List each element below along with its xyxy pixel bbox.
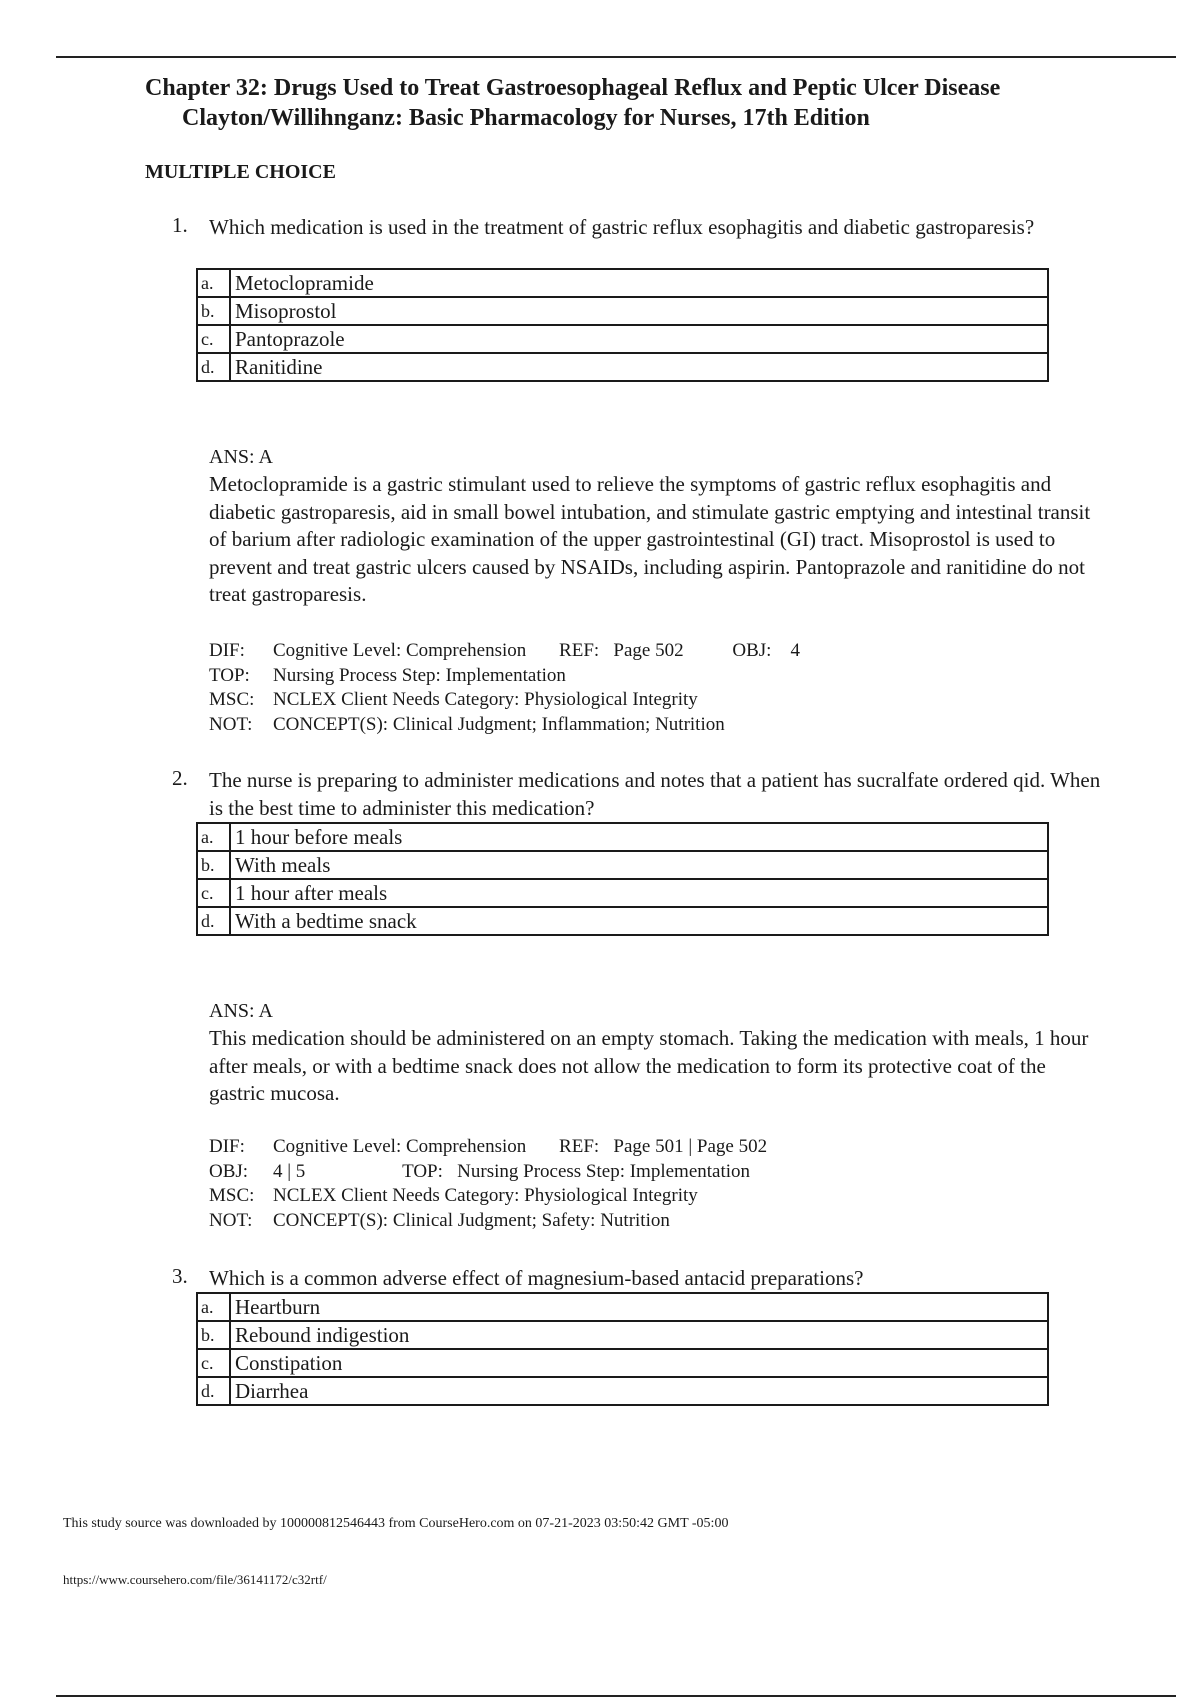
- choices-table: [196, 1292, 1049, 1406]
- choice-letter: d.: [197, 907, 230, 935]
- choice-text: Heartburn: [230, 1293, 1048, 1321]
- question-text: Which medication is used in the treatment of gastric reflux esophagitis and diabetic gastroparesis?: [209, 215, 1035, 239]
- dif-label: DIF:: [209, 1136, 245, 1157]
- not-value: CONCEPT(S): Clinical Judgment; Safety: Nutrition: [273, 1209, 670, 1231]
- choice-letter: a.: [197, 269, 230, 297]
- choice-text: Diarrhea: [230, 1377, 1048, 1405]
- download-note: This study source was downloaded by 100000812546443 from CourseHero.com on 07-21-2023 03:50:42 GMT -05:00: [63, 1516, 729, 1531]
- question-text: The nurse is preparing to administer medications and notes that a patient has sucralfate ordered qid. When is the best time to administer this medication?: [209, 768, 1101, 820]
- rationale: This medication should be administered on an empty stomach. Taking the medication with meals, 1 hour after meals, or with a bedtime snack does not allow the medication to form its protective coat of the gastric mucosa.: [209, 1026, 1089, 1105]
- not-label: NOT:: [209, 1209, 253, 1231]
- top-label: TOP:: [209, 664, 250, 686]
- choice-text: 1 hour before meals: [230, 823, 1048, 851]
- top-label: TOP:: [402, 1160, 443, 1182]
- question-metadata: [209, 1135, 767, 1233]
- obj-label: OBJ:: [732, 640, 772, 661]
- choice-text: Misoprostol: [230, 297, 1048, 325]
- msc-value: NCLEX Client Needs Category: Physiological Integrity: [273, 1185, 698, 1206]
- choice-letter: b.: [197, 297, 230, 325]
- ref-value: Page 501 | Page 502: [613, 1136, 768, 1157]
- not-label: NOT:: [209, 713, 253, 735]
- choice-letter: c.: [197, 1349, 230, 1377]
- ref-label: REF:: [559, 1136, 600, 1157]
- choice-row[interactable]: [197, 269, 1048, 297]
- choice-letter: b.: [197, 851, 230, 879]
- obj-value: 4: [790, 640, 800, 661]
- choice-letter: c.: [197, 325, 230, 353]
- msc-value: NCLEX Client Needs Category: Physiological Integrity: [273, 689, 698, 710]
- choice-text: Constipation: [230, 1349, 1048, 1377]
- meta-line-4: [209, 1209, 767, 1234]
- top-value: Nursing Process Step: Implementation: [273, 664, 566, 686]
- choice-text: 1 hour after meals: [230, 879, 1048, 907]
- meta-line-3: [209, 1184, 767, 1209]
- choice-text: With meals: [230, 851, 1048, 879]
- msc-label: MSC:: [209, 689, 255, 710]
- top-rule: [56, 56, 1176, 58]
- choice-text: Metoclopramide: [230, 269, 1048, 297]
- choice-row[interactable]: [197, 325, 1048, 353]
- question-number: 2.: [172, 766, 188, 790]
- choice-letter: b.: [197, 1321, 230, 1349]
- choice-row[interactable]: [197, 1377, 1048, 1405]
- dif-label: DIF:: [209, 640, 245, 661]
- meta-line-4: [209, 713, 800, 738]
- choice-row[interactable]: [197, 353, 1048, 381]
- choice-letter: d.: [197, 353, 230, 381]
- meta-line-2: [209, 664, 800, 689]
- choices-table: [196, 822, 1049, 936]
- choice-text: Ranitidine: [230, 353, 1048, 381]
- question-number: 1.: [172, 213, 188, 237]
- choices-table: [196, 268, 1049, 382]
- choice-letter: c.: [197, 879, 230, 907]
- choice-letter: a.: [197, 1293, 230, 1321]
- top-value: Nursing Process Step: Implementation: [457, 1160, 751, 1182]
- obj-value: 4 | 5: [273, 1160, 306, 1182]
- choice-text: Pantoprazole: [230, 325, 1048, 353]
- bottom-rule: [56, 1695, 1176, 1697]
- ref-value: Page 502: [613, 640, 684, 661]
- section-title: MULTIPLE CHOICE: [145, 161, 336, 183]
- question-metadata: [209, 639, 800, 737]
- choice-text: Rebound indigestion: [230, 1321, 1048, 1349]
- meta-line-2: [209, 1160, 767, 1185]
- answer-key: ANS: A: [209, 1000, 273, 1022]
- source-url[interactable]: https://www.coursehero.com/file/36141172/c32rtf/: [63, 1572, 327, 1587]
- choice-letter: d.: [197, 1377, 230, 1405]
- chapter-title: Chapter 32: Drugs Used to Treat Gastroesophageal Reflux and Peptic Ulcer Disease: [145, 75, 1001, 101]
- msc-label: MSC:: [209, 1185, 255, 1206]
- rationale: Metoclopramide is a gastric stimulant used to relieve the symptoms of gastric reflux esophagitis and diabetic gastroparesis, aid in small bowel intubation, and stimulate gastric emptying and intestinal transit of barium after radiologic examination of the upper gastrointestinal (GI) tract. Misoprostol is used to prevent and treat gastric ulcers caused by NSAIDs, including aspirin. Pantoprazole and ranitidine do not treat gastroparesis.: [209, 472, 1091, 606]
- dif-value: Cognitive Level: Comprehension: [273, 640, 527, 661]
- choice-text: With a bedtime snack: [230, 907, 1048, 935]
- not-value: CONCEPT(S): Clinical Judgment; Inflammation; Nutrition: [273, 713, 725, 735]
- choice-row[interactable]: [197, 1349, 1048, 1377]
- obj-label: OBJ:: [209, 1160, 249, 1182]
- choice-row[interactable]: [197, 851, 1048, 879]
- meta-line-1: [209, 1135, 767, 1160]
- choice-row[interactable]: [197, 1293, 1048, 1321]
- choice-row[interactable]: [197, 907, 1048, 935]
- dif-value: Cognitive Level: Comprehension: [273, 1136, 527, 1157]
- answer-key: ANS: A: [209, 446, 273, 468]
- question-text: Which is a common adverse effect of magnesium-based antacid preparations?: [209, 1266, 864, 1290]
- meta-line-1: [209, 639, 800, 664]
- choice-row[interactable]: [197, 823, 1048, 851]
- choice-letter: a.: [197, 823, 230, 851]
- meta-line-3: [209, 688, 800, 713]
- question-number: 3.: [172, 1264, 188, 1288]
- choice-row[interactable]: [197, 1321, 1048, 1349]
- choice-row[interactable]: [197, 879, 1048, 907]
- choice-row[interactable]: [197, 297, 1048, 325]
- book-title: Clayton/Willihnganz: Basic Pharmacology for Nurses, 17th Edition: [182, 105, 870, 131]
- ref-label: REF:: [559, 640, 600, 661]
